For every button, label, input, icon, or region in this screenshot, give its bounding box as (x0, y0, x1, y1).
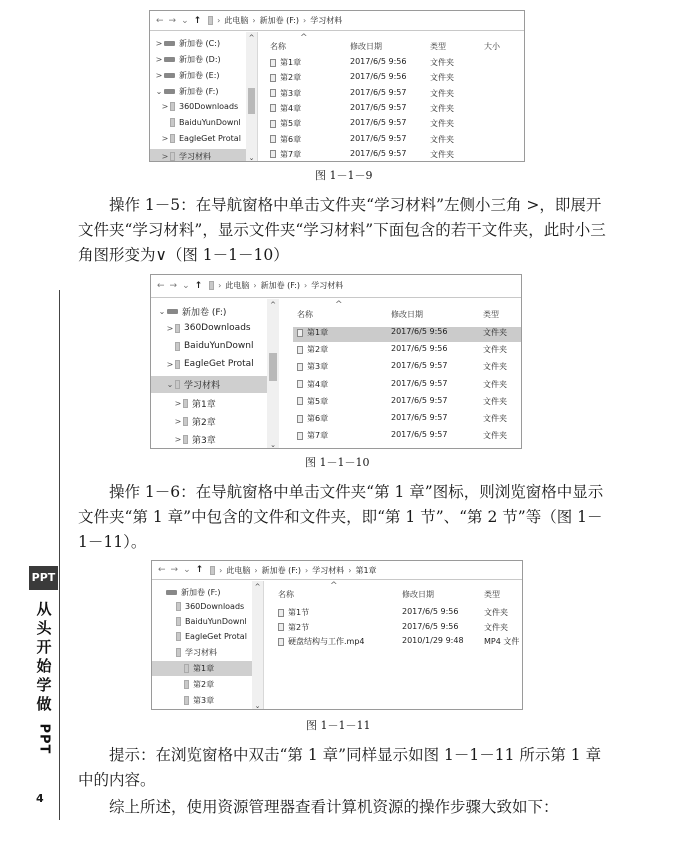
figure-caption: 图 1－1－10 (305, 456, 370, 469)
file-type: MP4 文件 (484, 637, 520, 646)
file-type: 文件夹 (430, 58, 454, 67)
folder-icon (175, 324, 180, 333)
file-type: 文件夹 (483, 431, 507, 441)
file-row[interactable] (266, 72, 516, 84)
folder-icon (176, 602, 181, 611)
drive-icon (164, 57, 175, 62)
file-date: 2017/6/5 9:57 (391, 378, 448, 388)
paragraph: 操作 1－5：在导航窗格中单击文件夹“学习材料”左侧小三角 >，即展开文件夹“学习材料”，显示文件夹“学习材料”下面包含的若干文件夹，此时小三角图形变为∨（图 1－1－10） (78, 196, 606, 264)
file-row[interactable] (293, 413, 521, 428)
file-row[interactable] (293, 327, 521, 342)
file-row[interactable] (293, 430, 521, 445)
scroll-down-icon: ⌄ (270, 441, 276, 449)
folder-icon (175, 360, 180, 369)
breadcrumb-item[interactable]: 学习材料 (310, 15, 343, 25)
file-name: 第4章 (280, 103, 302, 113)
breadcrumb[interactable]: › 此电脑 › 新加卷 (F:) › 学习材料 (209, 278, 517, 293)
nav-item[interactable]: 新加卷 (F:) (156, 587, 220, 598)
file-type: 文件夹 (430, 119, 454, 129)
nav-item[interactable]: > 新加卷 (D:) (155, 55, 221, 64)
sort-caret-icon: ^ (335, 300, 343, 310)
column-header-type[interactable]: 类型 (484, 590, 500, 599)
explorer-window-1 (149, 10, 525, 162)
nav-item[interactable]: BaiduYunDownl (166, 617, 247, 626)
file-name: 第6章 (280, 134, 302, 144)
file-name: 第3章 (280, 88, 302, 98)
file-date: 2017/6/5 9:57 (350, 133, 407, 143)
nav-item[interactable]: > 第2章 (174, 417, 216, 428)
video-file-icon (278, 638, 284, 646)
column-header-type[interactable]: 类型 (483, 310, 499, 319)
sort-caret-icon: ^ (330, 581, 338, 591)
file-type: 文件夹 (430, 73, 454, 83)
folder-icon (297, 397, 303, 405)
folder-icon (270, 104, 276, 112)
column-header-type[interactable]: 类型 (430, 42, 446, 51)
breadcrumb-item[interactable]: 此电脑 (226, 565, 251, 575)
folder-icon (270, 135, 276, 143)
page-number: 4 (36, 792, 44, 805)
file-row[interactable] (266, 103, 516, 115)
nav-item[interactable]: ⌄ 新加卷 (F:) (155, 87, 219, 96)
nav-buttons[interactable]: ←→⌄↑ (156, 15, 207, 26)
folder-icon (183, 399, 188, 408)
nav-buttons[interactable]: ←→⌄↑ (158, 565, 209, 575)
scrollbar[interactable] (246, 32, 257, 162)
folder-icon (170, 134, 175, 143)
file-date: 2017/6/5 9:56 (391, 327, 448, 336)
file-date: 2017/6/5 9:56 (350, 57, 407, 66)
folder-icon (297, 346, 303, 354)
file-date: 2017/6/5 9:57 (391, 430, 448, 440)
breadcrumb[interactable]: › 此电脑 › 新加卷 (F:) › 学习材料 (208, 14, 520, 27)
breadcrumb-item[interactable]: 新加卷 (F:) (261, 565, 302, 575)
folder-icon (270, 74, 276, 82)
file-date: 2017/6/5 9:57 (391, 361, 448, 371)
drive-icon (166, 590, 177, 595)
file-name: 第1章 (307, 328, 329, 337)
nav-item[interactable]: > 第3章 (174, 435, 216, 446)
folder-icon (170, 152, 175, 161)
file-name: 第1章 (280, 58, 302, 67)
navigation-pane (152, 581, 264, 710)
folder-icon (208, 16, 213, 25)
nav-buttons[interactable]: ←→⌄↑ (157, 281, 208, 291)
navigation-pane (150, 32, 258, 162)
file-type: 文件夹 (483, 328, 507, 337)
drive-icon (164, 89, 175, 94)
file-date: 2017/6/5 9:56 (350, 72, 407, 82)
nav-item-selected[interactable]: ⌄ 学习材料 (151, 376, 267, 393)
nav-item[interactable]: > EagleGet Protal (161, 134, 241, 143)
folder-icon (270, 120, 276, 128)
nav-item[interactable]: > 新加卷 (E:) (155, 71, 220, 80)
folder-icon (184, 680, 189, 689)
scroll-thumb[interactable] (248, 88, 255, 114)
sidebar-divider (59, 290, 60, 820)
paragraph: 综上所述，使用资源管理器查看计算机资源的操作步骤大致如下： (109, 798, 559, 816)
column-header-date[interactable]: 修改日期 (402, 590, 434, 599)
file-name: 硬盘结构与工作.mp4 (288, 637, 365, 646)
address-bar (150, 11, 524, 31)
ppt-badge: PPT (29, 566, 58, 590)
file-date: 2017/6/5 9:56 (402, 621, 459, 631)
file-type: 文件夹 (484, 622, 508, 632)
scrollbar[interactable] (267, 299, 279, 449)
column-header-name[interactable]: 名称 (278, 590, 294, 599)
folder-icon (297, 415, 303, 423)
sort-caret-icon: ^ (300, 33, 308, 43)
column-header-date[interactable]: 修改日期 (350, 42, 382, 51)
file-type: 文件夹 (484, 608, 508, 617)
file-date: 2010/1/29 9:48 (402, 636, 464, 645)
file-date: 2017/6/5 9:57 (350, 118, 407, 128)
nav-item[interactable]: > 360Downloads (161, 102, 239, 111)
address-bar (152, 561, 522, 580)
file-type: 文件夹 (483, 345, 507, 355)
folder-icon (183, 417, 188, 426)
file-type: 文件夹 (430, 88, 454, 98)
folder-icon (184, 696, 189, 705)
folder-icon (170, 118, 175, 127)
nav-item-selected[interactable]: > 学习材料 (150, 149, 246, 162)
breadcrumb-item[interactable]: 新加卷 (F:) (259, 15, 300, 25)
scroll-up-icon: ^ (270, 301, 276, 309)
folder-icon (278, 623, 284, 631)
nav-item[interactable]: > 360Downloads (166, 323, 251, 333)
file-row[interactable] (266, 134, 516, 146)
breadcrumb-item[interactable]: 此电脑 (224, 15, 249, 25)
file-row[interactable] (293, 344, 521, 359)
nav-item[interactable]: BaiduYunDownl (165, 341, 253, 351)
file-type: 文件夹 (430, 103, 454, 113)
drive-icon (167, 309, 178, 314)
nav-item[interactable]: 学习材料 (166, 647, 217, 658)
folder-icon (175, 380, 180, 389)
file-row[interactable] (266, 88, 516, 100)
folder-icon (176, 617, 181, 626)
file-type: 文件夹 (430, 149, 454, 159)
breadcrumb-item[interactable]: 学习材料 (311, 281, 344, 291)
nav-item[interactable]: 360Downloads (166, 602, 244, 611)
file-name: 第2章 (307, 345, 329, 355)
nav-item-selected[interactable]: 第1章 (152, 661, 252, 676)
file-date: 2017/6/5 9:57 (350, 148, 407, 158)
folder-icon (270, 89, 276, 97)
folder-icon (183, 435, 188, 444)
file-name: 第5章 (280, 119, 302, 129)
file-name: 第3章 (307, 362, 329, 372)
file-type: 文件夹 (483, 396, 507, 406)
nav-item[interactable]: 第3章 (174, 695, 214, 706)
file-name: 第2节 (288, 622, 310, 632)
breadcrumb[interactable]: › 此电脑 › 新加卷 (F:) › 学习材料 › 第1章 (210, 564, 518, 577)
breadcrumb-item[interactable]: 新加卷 (F:) (260, 281, 301, 291)
nav-item[interactable]: 第2章 (174, 679, 214, 690)
nav-item[interactable]: > EagleGet Protal (166, 359, 254, 369)
file-date: 2017/6/5 9:57 (391, 413, 448, 422)
nav-item[interactable]: BaiduYunDownl (160, 118, 241, 127)
scroll-thumb[interactable] (269, 353, 277, 381)
address-bar (151, 275, 521, 298)
folder-icon (278, 609, 284, 617)
figure-caption: 图 1－1－11 (306, 719, 371, 732)
file-date: 2017/6/5 9:56 (402, 607, 459, 616)
file-name: 第1节 (288, 608, 310, 617)
column-header-date[interactable]: 修改日期 (391, 310, 423, 319)
scroll-down-icon: ⌄ (248, 154, 255, 162)
file-type: 文件夹 (483, 362, 507, 372)
folder-icon (209, 281, 214, 290)
nav-item[interactable]: > 第1章 (174, 399, 216, 410)
file-date: 2017/6/5 9:57 (350, 102, 407, 112)
drive-icon (164, 41, 175, 46)
file-type: 文件夹 (430, 134, 454, 144)
folder-icon (297, 380, 303, 388)
column-header-size[interactable]: 大小 (484, 42, 500, 51)
column-header-name[interactable]: 名称 (270, 42, 286, 51)
file-name: 第5章 (307, 396, 329, 406)
file-date: 2017/6/5 9:56 (391, 344, 448, 354)
file-row[interactable] (274, 622, 522, 634)
folder-icon (297, 363, 303, 371)
explorer-window-3 (151, 560, 523, 710)
book-title: 从 头 开 始 学 做 PPT (36, 600, 52, 755)
file-type: 文件夹 (483, 379, 507, 389)
folder-icon (184, 664, 189, 673)
file-row[interactable] (266, 118, 516, 130)
file-name: 第6章 (307, 414, 329, 423)
nav-item[interactable]: ⌄ 新加卷 (F:) (158, 307, 227, 318)
file-type: 文件夹 (483, 414, 507, 423)
folder-icon (170, 102, 175, 111)
file-row[interactable] (266, 149, 516, 161)
tip-paragraph: 提示：在浏览窗格中双击“第 1 章”同样显示如图 1－1－11 所示第 1 章中的内容。 (78, 746, 602, 789)
folder-icon (297, 329, 303, 337)
file-row[interactable] (274, 607, 522, 619)
file-name: 第7章 (307, 431, 329, 441)
scrollbar[interactable] (252, 581, 263, 710)
navigation-pane (151, 299, 279, 449)
nav-item[interactable]: EagleGet Protal (166, 632, 247, 641)
folder-icon (297, 432, 303, 440)
folder-icon (210, 566, 215, 575)
file-row[interactable] (274, 636, 522, 648)
file-name: 第7章 (280, 149, 302, 159)
column-header-name[interactable]: 名称 (297, 310, 313, 319)
file-name: 第2章 (280, 73, 302, 83)
paragraph: 操作 1－6：在导航窗格中单击文件夹“第 1 章”图标，则浏览窗格中显示文件夹“第 1 章”中包含的文件和文件夹，即“第 1 节”、“第 2 节”等（图 1－1－11）。 (78, 483, 604, 551)
scroll-up-icon: ^ (254, 583, 261, 591)
file-row[interactable] (293, 396, 521, 411)
scroll-down-icon: ⌄ (254, 702, 261, 710)
breadcrumb-item[interactable]: 第1章 (355, 565, 377, 575)
file-date: 2017/6/5 9:57 (391, 395, 448, 405)
folder-icon (270, 150, 276, 158)
breadcrumb-item[interactable]: 学习材料 (312, 565, 345, 575)
file-row[interactable] (266, 57, 516, 69)
drive-icon (164, 73, 175, 78)
file-row[interactable] (293, 361, 521, 376)
file-date: 2017/6/5 9:57 (350, 87, 407, 97)
folder-icon (270, 59, 276, 67)
scroll-up-icon: ^ (248, 34, 255, 42)
breadcrumb-item[interactable]: 此电脑 (225, 281, 250, 291)
nav-item[interactable]: > 新加卷 (C:) (155, 39, 221, 48)
file-row[interactable] (293, 379, 521, 394)
folder-icon (175, 342, 180, 351)
figure-caption: 图 1－1－9 (315, 169, 373, 182)
folder-icon (176, 648, 181, 657)
folder-icon (176, 632, 181, 641)
file-name: 第4章 (307, 379, 329, 389)
explorer-window-2 (150, 274, 522, 449)
